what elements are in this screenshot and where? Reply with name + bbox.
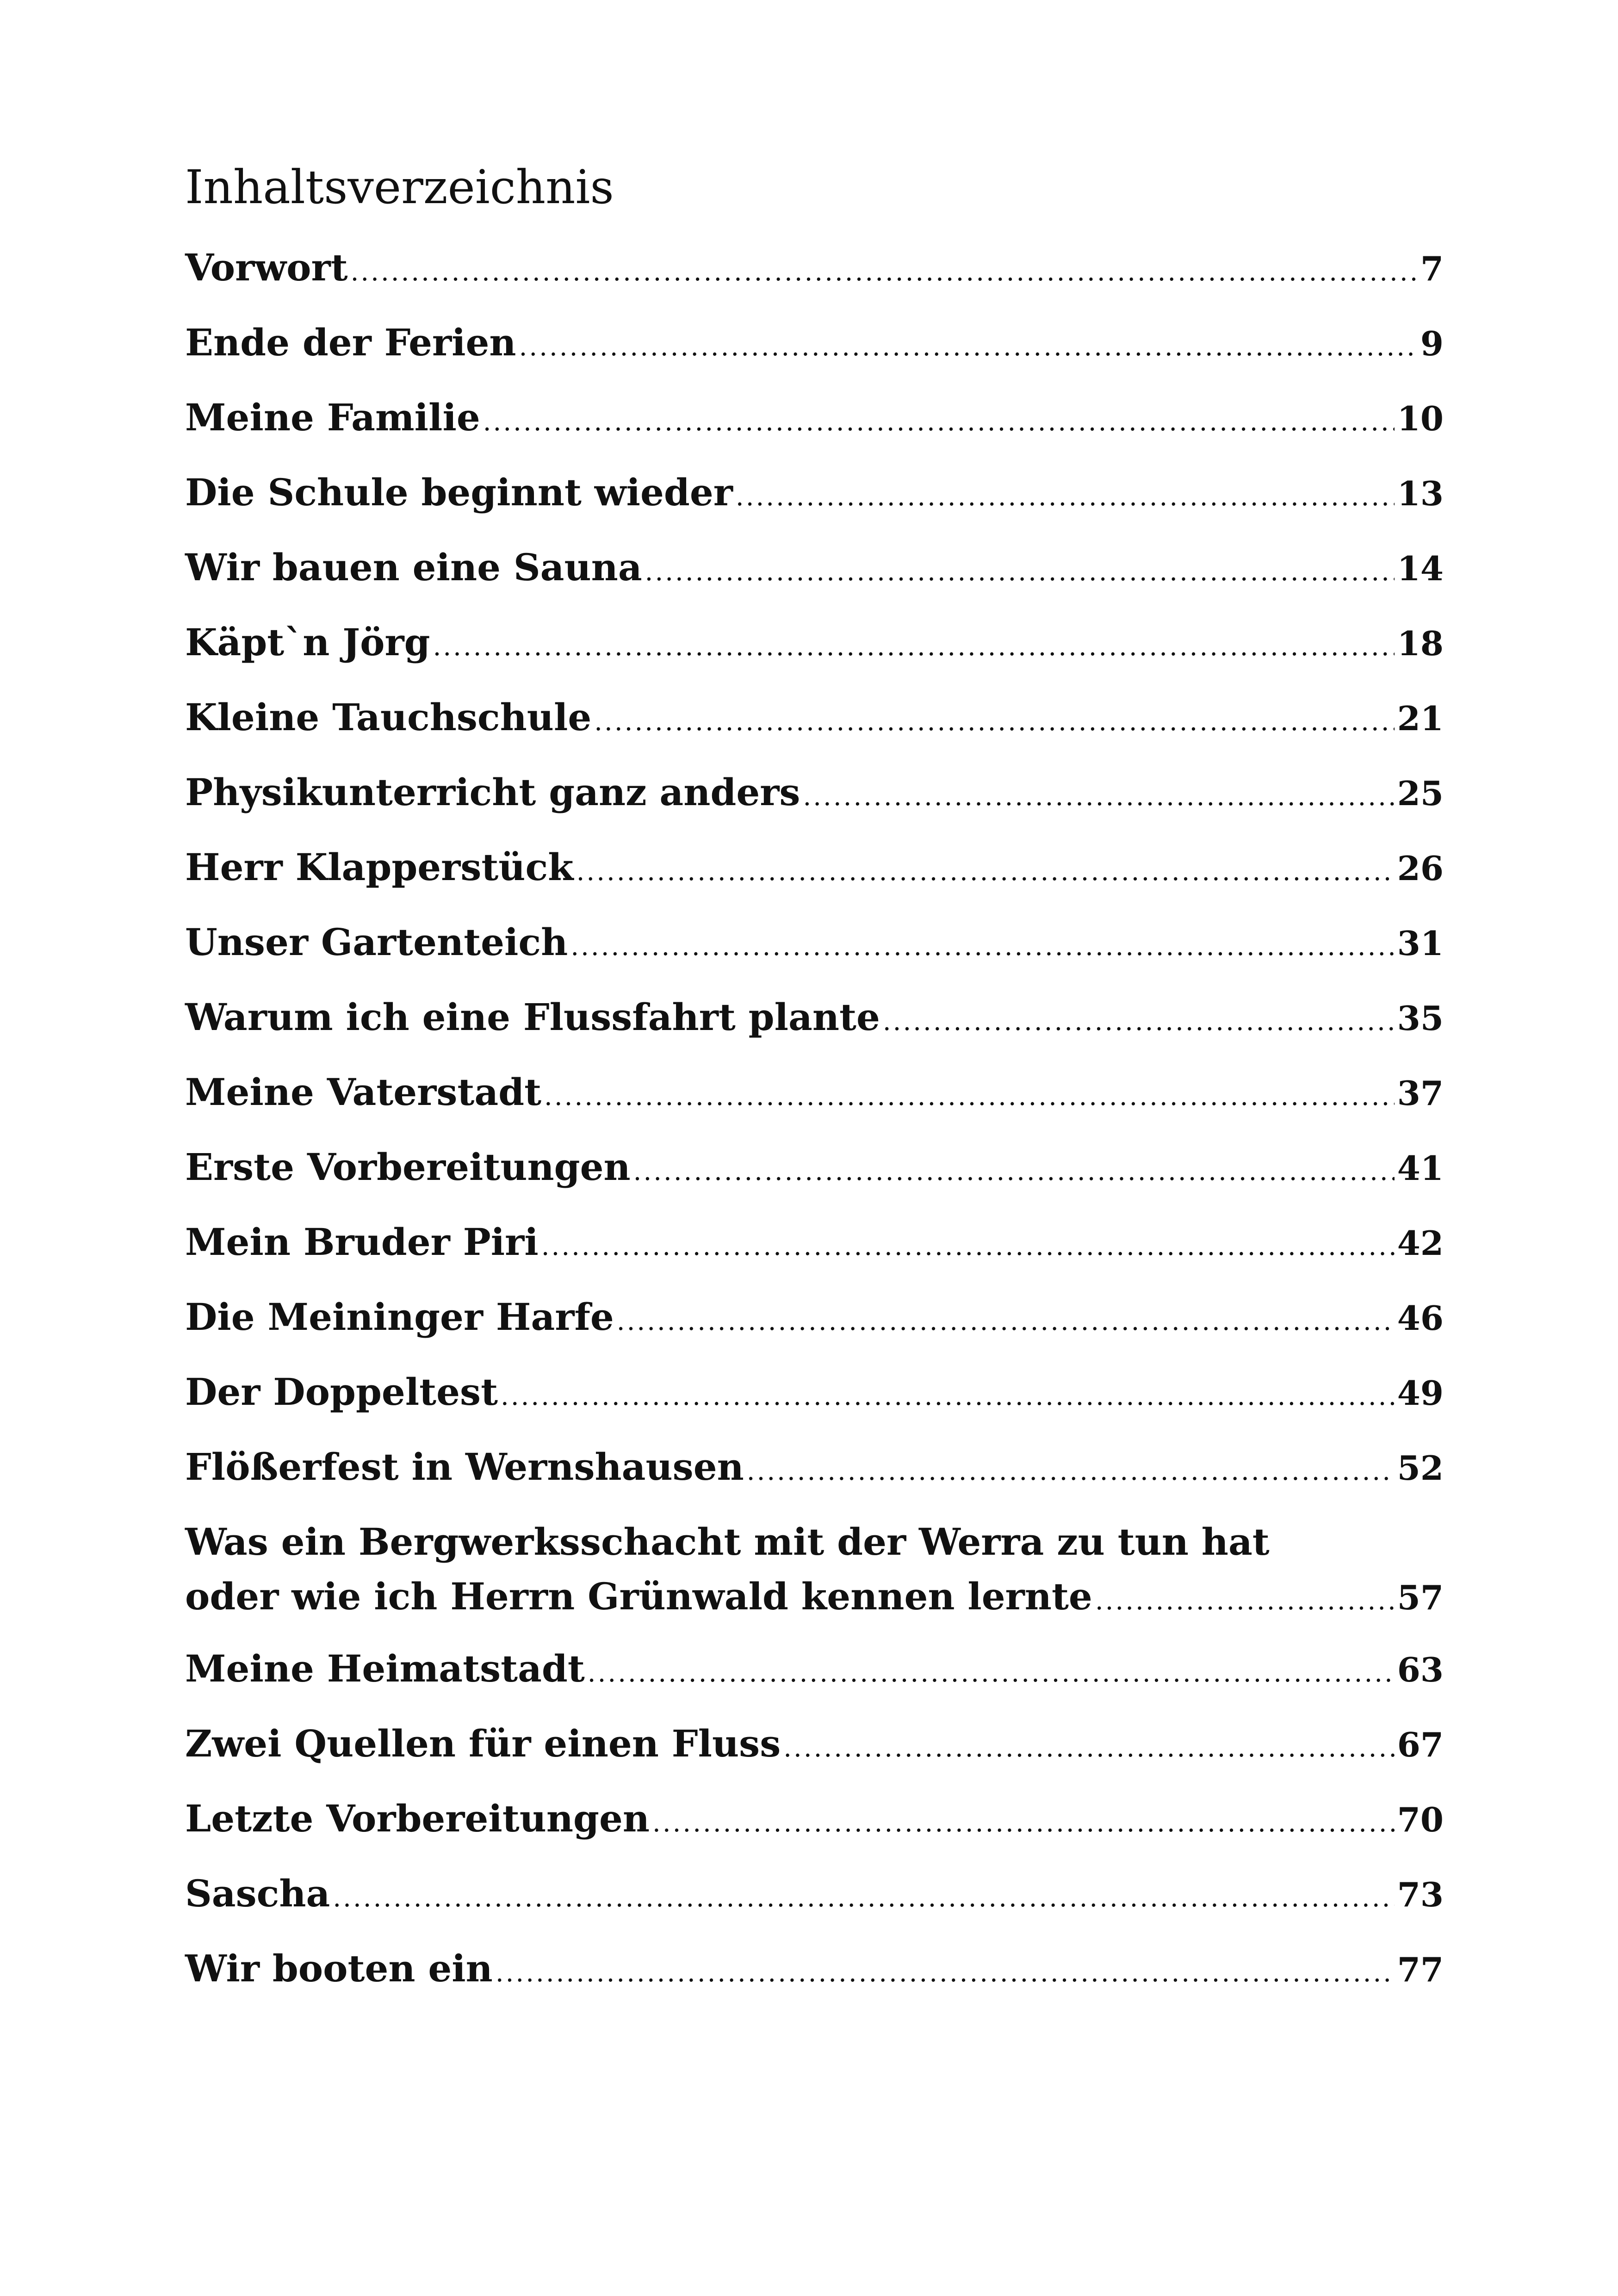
toc-entry-page: 7 <box>1420 249 1444 288</box>
dot-leader <box>501 1381 1395 1412</box>
dot-leader <box>570 931 1394 962</box>
toc-entry-title: Meine Heimatstadt <box>185 1647 585 1690</box>
dot-leader <box>617 1306 1395 1337</box>
toc-entry-title: Der Doppeltest <box>185 1370 498 1414</box>
toc-entry-page: 31 <box>1397 924 1444 963</box>
toc-entry-page: 42 <box>1397 1223 1444 1263</box>
toc-entry-page: 13 <box>1397 474 1444 513</box>
toc-entry-page: 25 <box>1397 774 1444 813</box>
toc-entry-page: 67 <box>1397 1725 1444 1764</box>
dot-leader <box>633 1156 1395 1187</box>
toc-entry-title: Vorwort <box>185 246 348 289</box>
toc-entry-page: 46 <box>1397 1298 1444 1338</box>
toc-entry-title: Wir bauen eine Sauna <box>185 546 642 589</box>
toc-entry-multiline[interactable] <box>185 1520 1444 1646</box>
dot-leader <box>577 856 1395 887</box>
toc-entry-title: Letzte Vorbereitungen <box>185 1797 650 1840</box>
toc-entry-page: 41 <box>1397 1148 1444 1188</box>
toc-entry-page: 21 <box>1397 699 1444 738</box>
toc-entry[interactable] <box>185 395 1444 470</box>
toc-entry[interactable] <box>185 470 1444 545</box>
toc-entry-title-line1: Was ein Bergwerksschacht mit der Werra zu tun hat <box>185 1520 1270 1564</box>
toc-entry-title: Mein Bruder Piri <box>185 1220 539 1264</box>
dot-leader <box>333 1882 1394 1913</box>
toc-entry[interactable] <box>185 845 1444 920</box>
toc-entry-title: Erste Vorbereitungen <box>185 1145 631 1189</box>
toc-entry[interactable] <box>185 545 1444 620</box>
toc-entry-multiline-wrap <box>185 1520 1444 1619</box>
toc-entry-title: Herr Klapperstück <box>185 845 574 889</box>
toc-entry[interactable] <box>185 1295 1444 1370</box>
dot-leader <box>736 481 1395 512</box>
toc-entry[interactable] <box>185 770 1444 845</box>
toc-entry[interactable] <box>185 320 1444 395</box>
toc-entry[interactable] <box>185 995 1444 1070</box>
dot-leader <box>1095 1585 1395 1616</box>
dot-leader <box>483 406 1395 437</box>
toc-entry-title: Ende der Ferien <box>185 321 516 364</box>
dot-leader <box>803 781 1394 812</box>
dot-leader <box>652 1807 1395 1838</box>
dot-leader <box>783 1732 1395 1763</box>
dot-leader <box>594 706 1395 737</box>
toc-entry-page: 77 <box>1397 1950 1444 1989</box>
dot-leader <box>519 331 1418 362</box>
toc-entry-title: Die Schule beginnt wieder <box>185 471 733 514</box>
toc-entry-title: Meine Vaterstadt <box>185 1070 542 1114</box>
toc-entry-title: Warum ich eine Flussfahrt plante <box>185 995 880 1039</box>
toc-entry-page: 10 <box>1397 399 1444 438</box>
toc-entry-title: Die Meininger Harfe <box>185 1295 614 1339</box>
toc-entry-title: Kleine Tauchschule <box>185 695 592 739</box>
dot-leader <box>541 1231 1395 1262</box>
toc-entry-title: Unser Gartenteich <box>185 920 568 964</box>
toc-entry-page: 57 <box>1397 1578 1444 1617</box>
toc-entry[interactable] <box>185 1145 1444 1220</box>
toc-entry-title: Flößerfest in Wernshausen <box>185 1445 744 1489</box>
toc-entry-page: 9 <box>1420 324 1444 363</box>
toc-entry[interactable] <box>185 1946 1444 2021</box>
dot-leader <box>496 1957 1395 1988</box>
toc-entry-page: 14 <box>1397 549 1444 588</box>
toc-entry-page: 73 <box>1397 1875 1444 1914</box>
toc-entry[interactable] <box>185 1646 1444 1721</box>
toc-entry-title: Sascha <box>185 1872 330 1915</box>
toc-entry-title: Zwei Quellen für einen Fluss <box>185 1722 781 1765</box>
toc-entry-title: Wir booten ein <box>185 1947 493 1990</box>
toc-entry[interactable] <box>185 1220 1444 1295</box>
toc-entry[interactable] <box>185 1070 1444 1145</box>
toc-entry[interactable] <box>185 1796 1444 1871</box>
toc-entry-page: 52 <box>1397 1448 1444 1488</box>
toc-entry-page: 35 <box>1397 999 1444 1038</box>
toc-entry[interactable] <box>185 620 1444 695</box>
dot-leader <box>883 1006 1395 1037</box>
toc-entry-page: 70 <box>1397 1800 1444 1839</box>
toc-entry-title: Meine Familie <box>185 396 480 439</box>
toc-entry-page: 49 <box>1397 1373 1444 1413</box>
dot-leader <box>544 1081 1395 1112</box>
toc-entry-title-line2: oder wie ich Herrn Grünwald kennen lernte <box>185 1575 1092 1618</box>
toc-entry[interactable] <box>185 1445 1444 1520</box>
toc-entry[interactable] <box>185 1871 1444 1946</box>
table-of-contents <box>185 245 1444 2021</box>
toc-entry-page: 63 <box>1397 1650 1444 1689</box>
toc-entry-page: 18 <box>1397 624 1444 663</box>
toc-entry-page: 37 <box>1397 1074 1444 1113</box>
toc-entry[interactable] <box>185 1721 1444 1796</box>
toc-entry[interactable] <box>185 1370 1444 1445</box>
dot-leader <box>645 556 1395 587</box>
dot-leader <box>433 631 1395 662</box>
dot-leader <box>747 1456 1395 1487</box>
dot-leader <box>351 256 1418 287</box>
toc-heading: Inhaltsverzeichnis <box>185 160 614 214</box>
toc-entry-page: 26 <box>1397 849 1444 888</box>
toc-entry-title-line2-row <box>185 1574 1444 1619</box>
toc-entry[interactable] <box>185 920 1444 995</box>
toc-entry-title: Käpt`n Jörg <box>185 621 430 664</box>
toc-entry[interactable] <box>185 695 1444 770</box>
toc-entry[interactable] <box>185 245 1444 320</box>
dot-leader <box>588 1657 1395 1688</box>
toc-entry-title: Physikunterricht ganz anders <box>185 770 800 814</box>
